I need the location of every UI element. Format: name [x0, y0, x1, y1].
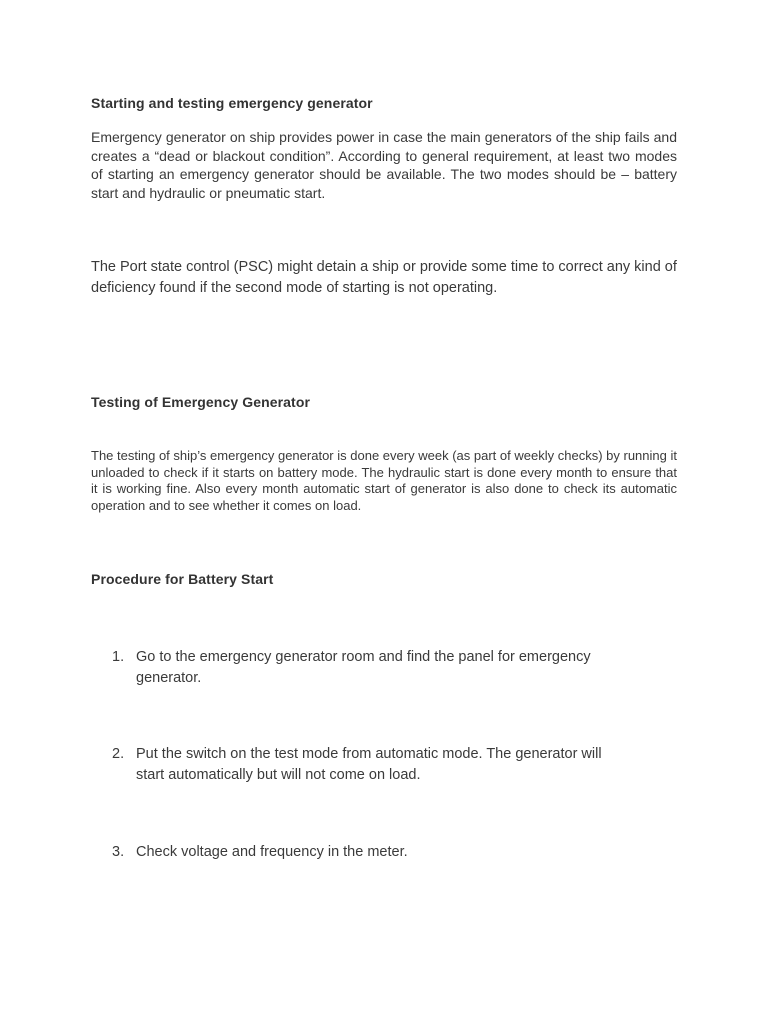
paragraph-emergency-generator-intro: Emergency generator on ship provides power in case the main generators of the ship fails and creates a “dead or blackout condition”. According to general requirement, at least two modes of starting an emergency generator should be available. The two modes should be – battery start and hydraulic or pneumatic start.: [91, 129, 677, 201]
list-item-number: 3.: [112, 844, 125, 860]
list-item-text: Go to the emergency generator room and find the panel for emergency generator.: [136, 649, 591, 686]
paragraph-psc-detention: The Port state control (PSC) might detain a ship or provide some time to correct any kind of deficiency found if the second mode of starting is not operating.: [91, 259, 677, 296]
section-title-testing: Testing of Emergency Generator: [91, 394, 311, 410]
list-item-text: Check voltage and frequency in the meter.: [136, 844, 408, 860]
list-item-number: 2.: [112, 746, 125, 762]
list-item-text: Put the switch on the test mode from automatic mode. The generator will start automatically but will not come on load.: [136, 746, 602, 783]
list-item-number: 1.: [112, 649, 125, 665]
section-title-battery-start: Procedure for Battery Start: [91, 571, 274, 587]
paragraph-testing-schedule: The testing of ship’s emergency generator is done every week (as part of weekly checks) by running it unloaded to check if it starts on battery mode. The hydraulic start is done every month to ensure that it is working fine. Also every month automatic start of generator is also done to check its automatic operation and to see whether it comes on load.: [91, 448, 677, 513]
list-item: [112, 647, 632, 688]
list-item: [112, 744, 632, 785]
section-title-starting-testing: Starting and testing emergency generator: [91, 95, 373, 111]
list-item: [112, 842, 632, 863]
